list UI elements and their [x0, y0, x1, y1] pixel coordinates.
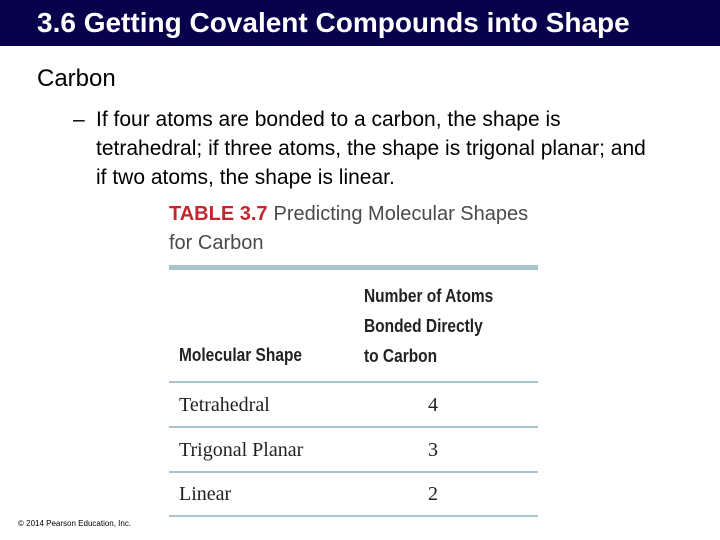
column-header-atoms-line2: Bonded Directly — [364, 316, 483, 336]
table-row-atoms-linear: 2 — [428, 483, 438, 505]
table-bottom-rule — [169, 515, 538, 517]
table-row-shape-trigonal-planar: Trigonal Planar — [179, 439, 304, 461]
bullet-dash: – — [73, 108, 85, 131]
table-row-rule — [169, 426, 538, 428]
table-row-shape-linear: Linear — [179, 483, 232, 505]
table-top-rule — [169, 265, 538, 270]
copyright-notice: © 2014 Pearson Education, Inc. — [18, 519, 132, 528]
bullet-text: If four atoms are bonded to a carbon, the shape is tetrahedral; if three atoms, the shape is trigonal planar; and if two atoms, the shape is linear. — [96, 108, 646, 189]
slide-title: 3.6 Getting Covalent Compounds into Shape — [37, 7, 630, 38]
table-row-rule — [169, 471, 538, 473]
section-heading: Carbon — [37, 65, 116, 92]
table-row-atoms-tetrahedral: 4 — [428, 394, 438, 416]
table-caption — [169, 200, 529, 258]
table-row-shape-tetrahedral: Tetrahedral — [179, 394, 270, 416]
column-header-atoms-line1: Number of Atoms — [364, 286, 494, 306]
table-title: Predicting Molecular Shapes for Carbon — [169, 203, 529, 254]
table-header-rule — [169, 381, 538, 383]
column-header-atoms-line3: to Carbon — [364, 346, 438, 366]
column-header-shape: Molecular Shape — [179, 345, 303, 365]
table-row-atoms-trigonal-planar: 3 — [428, 439, 438, 461]
table-label: TABLE 3.7 — [169, 203, 268, 225]
column-header-atoms — [364, 281, 527, 371]
